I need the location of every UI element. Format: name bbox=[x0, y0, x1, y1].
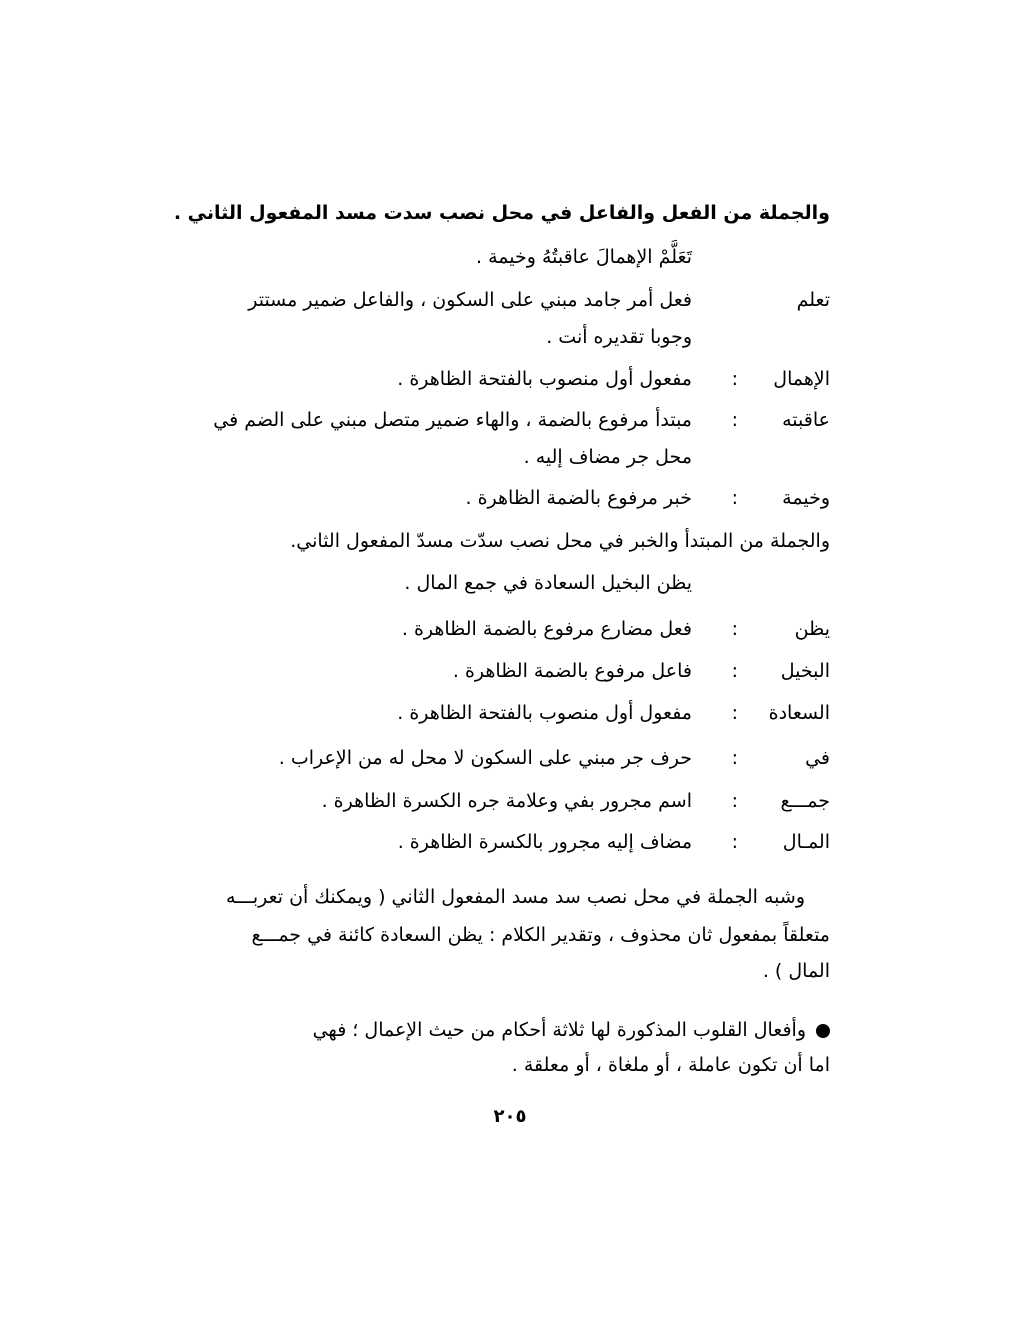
glossary-colon: : bbox=[731, 487, 738, 509]
glossary-definition: مبتدأ مرفوع بالضمة ، والهاء ضمير متصل مبني على الضم في bbox=[213, 409, 692, 431]
example-1-closing: والجملة من المبتدأ والخبر في محل نصب سدّت مسدّ المفعول الثاني. bbox=[290, 530, 830, 552]
glossary-definition-continuation: وجوبا تقديره أنت . bbox=[546, 326, 692, 348]
glossary-term: في bbox=[805, 747, 830, 769]
glossary-definition-continuation: محل جر مضاف إليه . bbox=[523, 446, 692, 468]
glossary-definition: مفعول أول منصوب بالفتحة الظاهرة . bbox=[397, 368, 692, 390]
glossary-colon: : bbox=[731, 747, 738, 769]
glossary-definition: اسم مجرور بفي وعلامة جره الكسرة الظاهرة . bbox=[321, 790, 692, 812]
glossary-row-wakhima bbox=[190, 483, 830, 513]
glossary-colon: : bbox=[731, 409, 738, 431]
glossary-row-yazunnu bbox=[190, 614, 830, 644]
glossary-term: المـال bbox=[782, 831, 830, 853]
glossary-row-al-saada bbox=[190, 698, 830, 728]
glossary-term: البخيل bbox=[780, 660, 830, 682]
opening-line: والجملة من الفعل والفاعل في محل نصب سدت مسد المفعول الثاني . bbox=[173, 202, 830, 224]
glossary-term: الإهمال bbox=[773, 368, 830, 390]
glossary-term: السعادة bbox=[768, 702, 830, 724]
glossary-row-aqibatuhu bbox=[190, 405, 830, 435]
bullet-paragraph-line-2: اما أن تكون عاملة ، أو ملغاة ، أو معلقة . bbox=[511, 1054, 830, 1076]
glossary-definition: مفعول أول منصوب بالفتحة الظاهرة . bbox=[397, 702, 692, 724]
glossary-colon: : bbox=[731, 618, 738, 640]
glossary-definition: فعل أمر جامد مبني على السكون ، والفاعل ضمير مستتر bbox=[248, 289, 692, 311]
note-paragraph-line-1: وشبه الجملة في محل نصب سد مسد المفعول الثاني ( ويمكنك أن تعربـــه bbox=[225, 886, 805, 908]
glossary-term: تعلم bbox=[796, 289, 830, 311]
bullet-icon bbox=[816, 1024, 830, 1038]
note-paragraph-line-2: متعلقاً بمفعول ثان محذوف ، وتقدير الكلام : يظن السعادة كائنة في جمـــع bbox=[251, 924, 830, 946]
glossary-row-al-ihmal bbox=[190, 364, 830, 394]
glossary-row-al-mal bbox=[190, 827, 830, 857]
example-sentence-1: تَعَلَّمْ الإهمالَ عاقبتُهُ وخيمة . bbox=[476, 246, 692, 268]
glossary-row-fi bbox=[190, 743, 830, 773]
glossary-colon: : bbox=[731, 831, 738, 853]
glossary-definition: فاعل مرفوع بالضمة الظاهرة . bbox=[452, 660, 692, 682]
glossary-colon: : bbox=[731, 368, 738, 390]
glossary-definition: خبر مرفوع بالضمة الظاهرة . bbox=[465, 487, 692, 509]
glossary-colon: : bbox=[731, 660, 738, 682]
glossary-definition: حرف جر مبني على السكون لا محل له من الإعراب . bbox=[278, 747, 692, 769]
example-sentence-2: يظن البخيل السعادة في جمع المال . bbox=[404, 572, 692, 594]
glossary-colon: : bbox=[731, 790, 738, 812]
note-paragraph-line-3: المال ) . bbox=[762, 960, 830, 982]
glossary-colon: : bbox=[731, 702, 738, 724]
glossary-term: عاقبته bbox=[782, 409, 830, 431]
glossary-definition: مضاف إليه مجرور بالكسرة الظاهرة . bbox=[397, 831, 692, 853]
page-number: ٢٠٥ bbox=[493, 1106, 527, 1127]
glossary-term: يظن bbox=[794, 618, 830, 640]
glossary-term: جمـــع bbox=[780, 790, 830, 812]
glossary-term: وخيمة bbox=[782, 487, 830, 509]
bullet-paragraph-text: وأفعال القلوب المذكورة لها ثلاثة أحكام من حيث الإعمال ؛ فهي bbox=[312, 1019, 806, 1041]
bullet-paragraph-line-1 bbox=[313, 1015, 830, 1045]
glossary-row-ta3allam bbox=[190, 285, 830, 315]
glossary-row-jam bbox=[190, 786, 830, 816]
glossary-definition: فعل مضارع مرفوع بالضمة الظاهرة . bbox=[401, 618, 692, 640]
glossary-row-al-bakhil bbox=[190, 656, 830, 686]
